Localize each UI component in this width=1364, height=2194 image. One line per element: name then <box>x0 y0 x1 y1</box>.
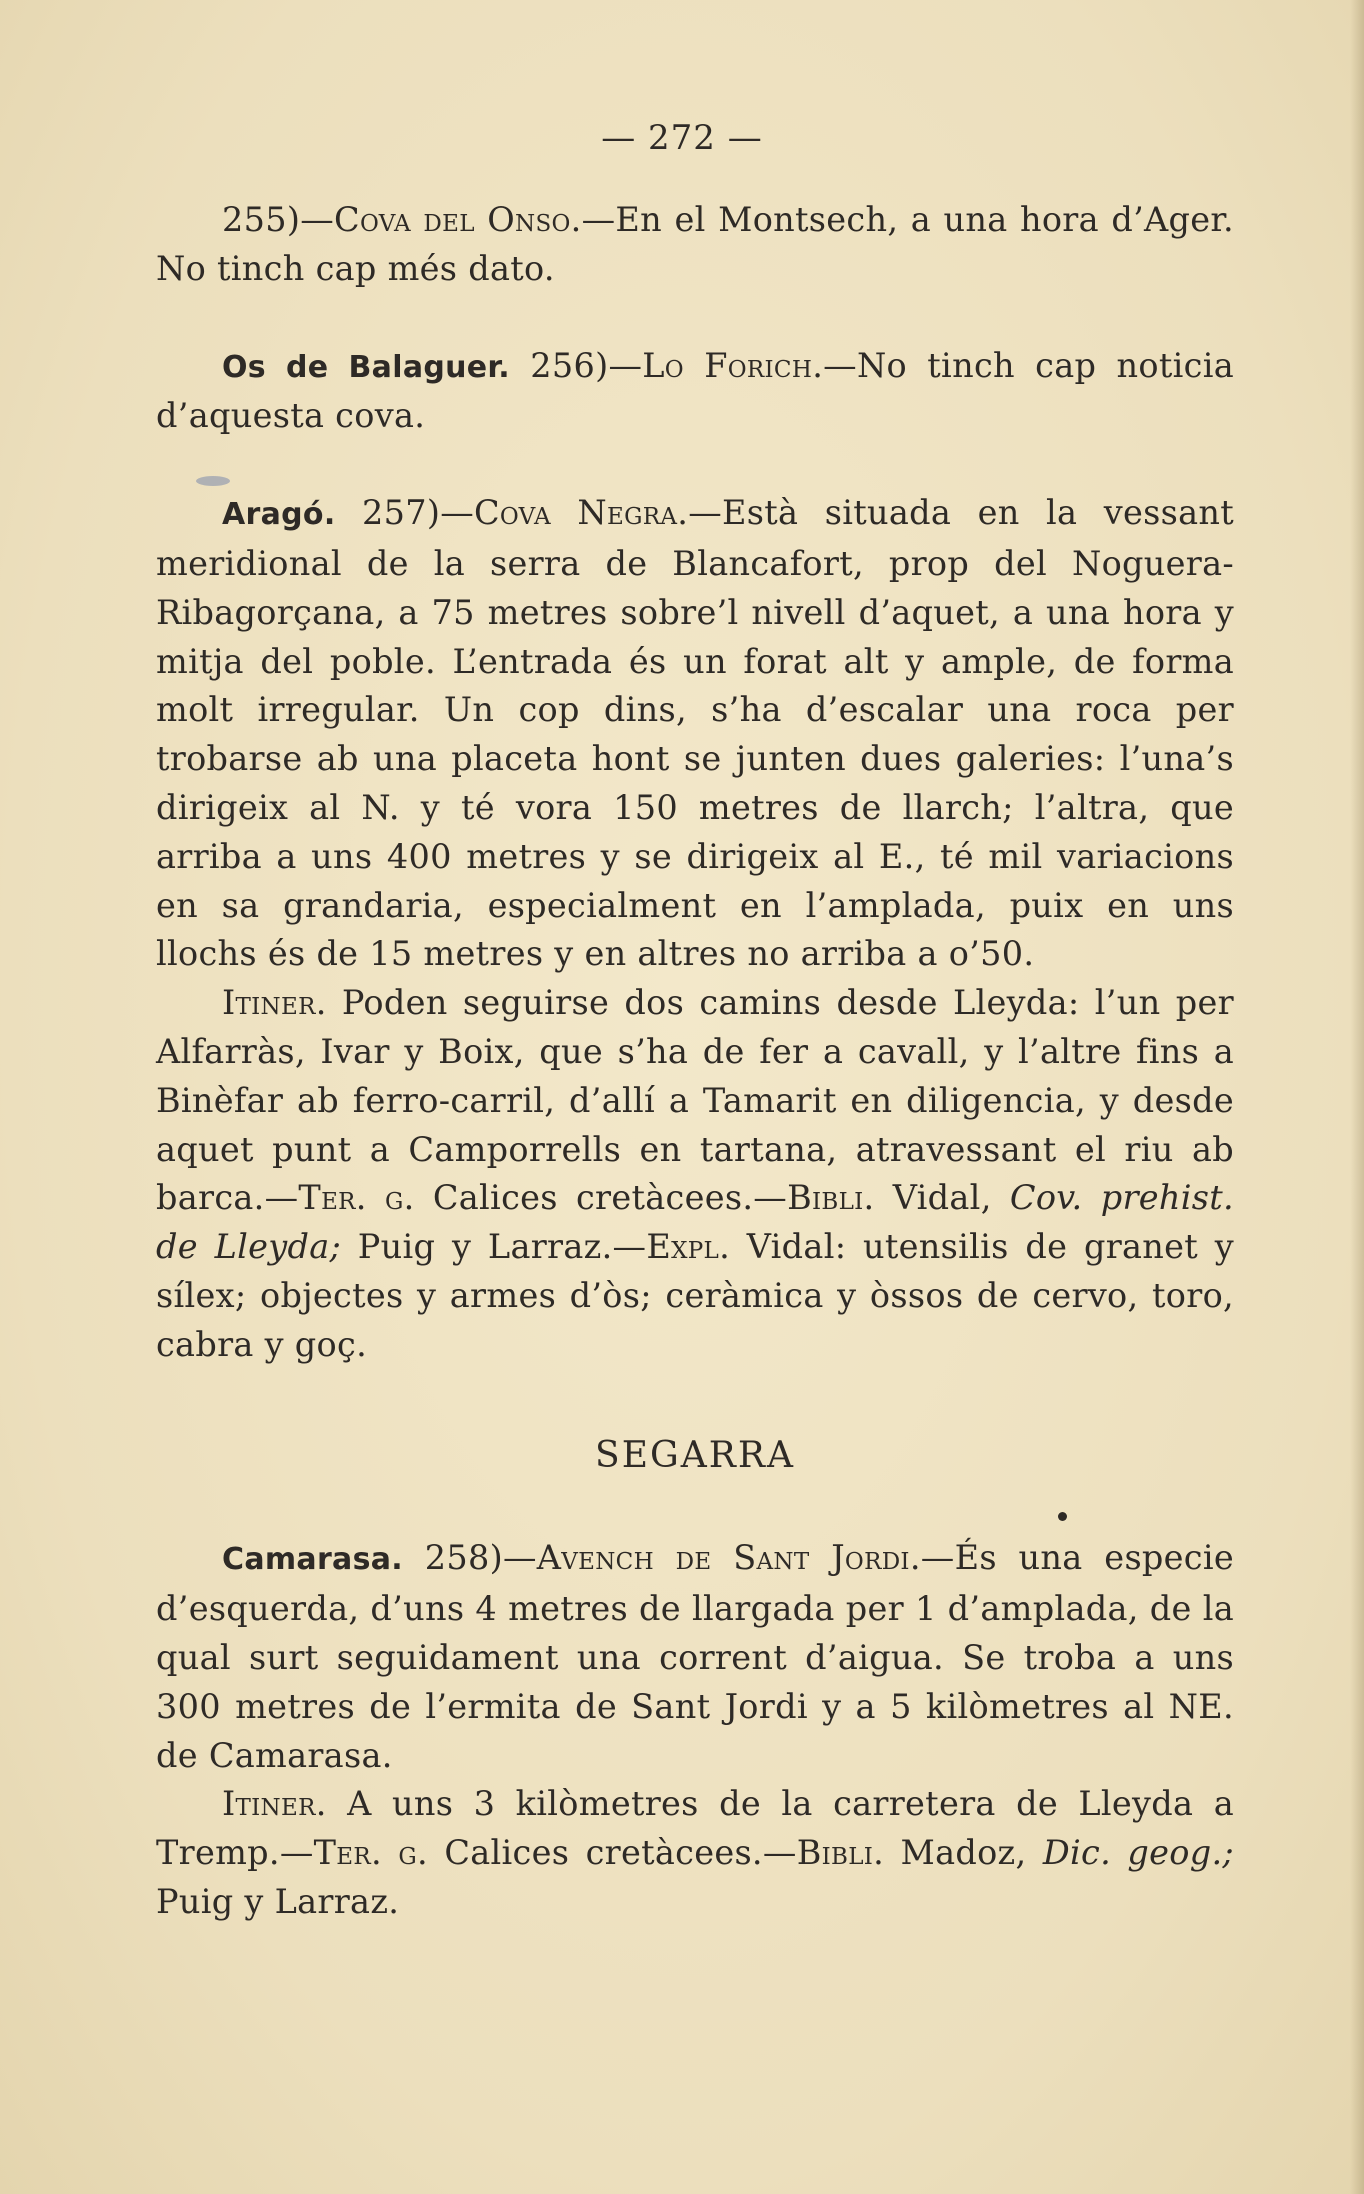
itinerary-text: Poden seguirse dos camins desde Lleyda: l’un per Alfarràs, Ivar y Boix, que s’ha de fer a cavall, y l’altre fins a Binèfar ab ferro-carril, d’allí a Tamarit en diligencia, y desde aquet punt a Camporrells en tartana, atravessant el riu ab barca.— <box>156 983 1234 1218</box>
entry-number: 256)— <box>509 345 643 385</box>
entry-256 <box>156 342 1234 442</box>
bibliography-text-end: Puig y Larraz.— <box>341 1227 647 1267</box>
terrain-label: Ter. g. <box>313 1833 428 1873</box>
entry-258 <box>156 1534 1234 1780</box>
terrain-text: Calices cretàcees.— <box>414 1178 788 1218</box>
bibliography-title: Cov. prehist. de Lleyda; <box>156 1178 1235 1267</box>
entry-255 <box>156 196 1234 294</box>
bibliography-text-end: Puig y Larraz. <box>156 1881 400 1921</box>
page-number: — 272 — <box>601 118 763 158</box>
itinerary-label: Itiner. <box>222 983 327 1023</box>
separator: .— <box>677 493 723 533</box>
bibliography-text: Vidal, <box>874 1178 1010 1218</box>
place-name: Os de Balaguer. <box>222 349 510 385</box>
entry-text: No tinch cap noticia d’aquesta cova. <box>156 345 1234 436</box>
terrain-text: Calices cretàcees.— <box>427 1833 797 1873</box>
bibliography-label: Bibli. <box>787 1178 875 1218</box>
entry-257 <box>156 489 1234 979</box>
place-name: Aragó. <box>222 497 336 533</box>
exploration-label: Expl. <box>646 1227 731 1267</box>
separator: .— <box>909 1538 955 1578</box>
cave-name: Lo Forich <box>642 345 813 385</box>
entry-257-details <box>156 979 1234 1369</box>
cave-name: Avench de Sant Jordi <box>536 1538 910 1578</box>
exploration-text: Vidal: utensilis de granet y sílex; objectes y armes d’òs; ceràmica y òssos de cervo, toro, cabra y goç. <box>156 1227 1234 1364</box>
entry-text: En el Montsech, a una hora d’Ager. No tinch cap més dato. <box>156 200 1234 288</box>
bibliography-label: Bibli. <box>796 1833 885 1873</box>
terrain-label: Ter. g. <box>298 1178 415 1218</box>
entry-number: 257)— <box>335 493 474 533</box>
place-name: Camarasa. <box>222 1542 404 1578</box>
bibliography-text: Madoz, <box>884 1833 1043 1873</box>
page-body <box>156 196 1234 1927</box>
page-edge-shadow <box>1350 0 1364 2194</box>
entry-text: És una especie d’esquerda, d’uns 4 metres de llargada per 1 d’amplada, de la qual surt seguidament una corrent d’aigua. Se troba a uns 300 metres de l’ermita de Sant Jordi y a 5 kilòmetres al NE. de Camarasa. <box>156 1538 1235 1775</box>
separator: .— <box>812 345 857 385</box>
entry-number: 255)— <box>222 200 335 239</box>
cave-name: Cova Negra <box>474 493 678 533</box>
entry-text: Està situada en la vessant meridional de la serra de Blancafort, prop del Noguera-Ribagorçana, a 75 metres sobre’l nivell d’aquet, a una hora y mitja del poble. L’entrada és un forat alt y ample, de forma molt irregular. Un cop dins, s’ha d’escalar una roca per trobarse ab una placeta hont se junten dues galeries: l’una’s dirigeix al N. y té vora 150 metres de llarch; l’altra, que arriba a uns 400 metres y se dirigeix al E., té mil variacions en sa grandaria, especialment en l’amplada, puix en uns llochs és de 15 metres y en altres no arriba a o’50. <box>156 493 1234 974</box>
itinerary-label: Itiner. <box>222 1784 327 1824</box>
separator: .— <box>570 200 616 239</box>
stray-mark <box>1058 1512 1067 1521</box>
bibliography-title: Dic. geog.; <box>1042 1833 1234 1873</box>
ink-blot <box>196 476 230 486</box>
section-title: SEGARRA <box>595 1434 795 1476</box>
entry-number: 258)— <box>403 1538 537 1578</box>
entry-258-details <box>156 1780 1234 1926</box>
itinerary-text: A uns 3 kilòmetres de la carretera de Lleyda a Tremp.— <box>156 1784 1234 1873</box>
cave-name: Cova del Onso <box>334 200 571 239</box>
